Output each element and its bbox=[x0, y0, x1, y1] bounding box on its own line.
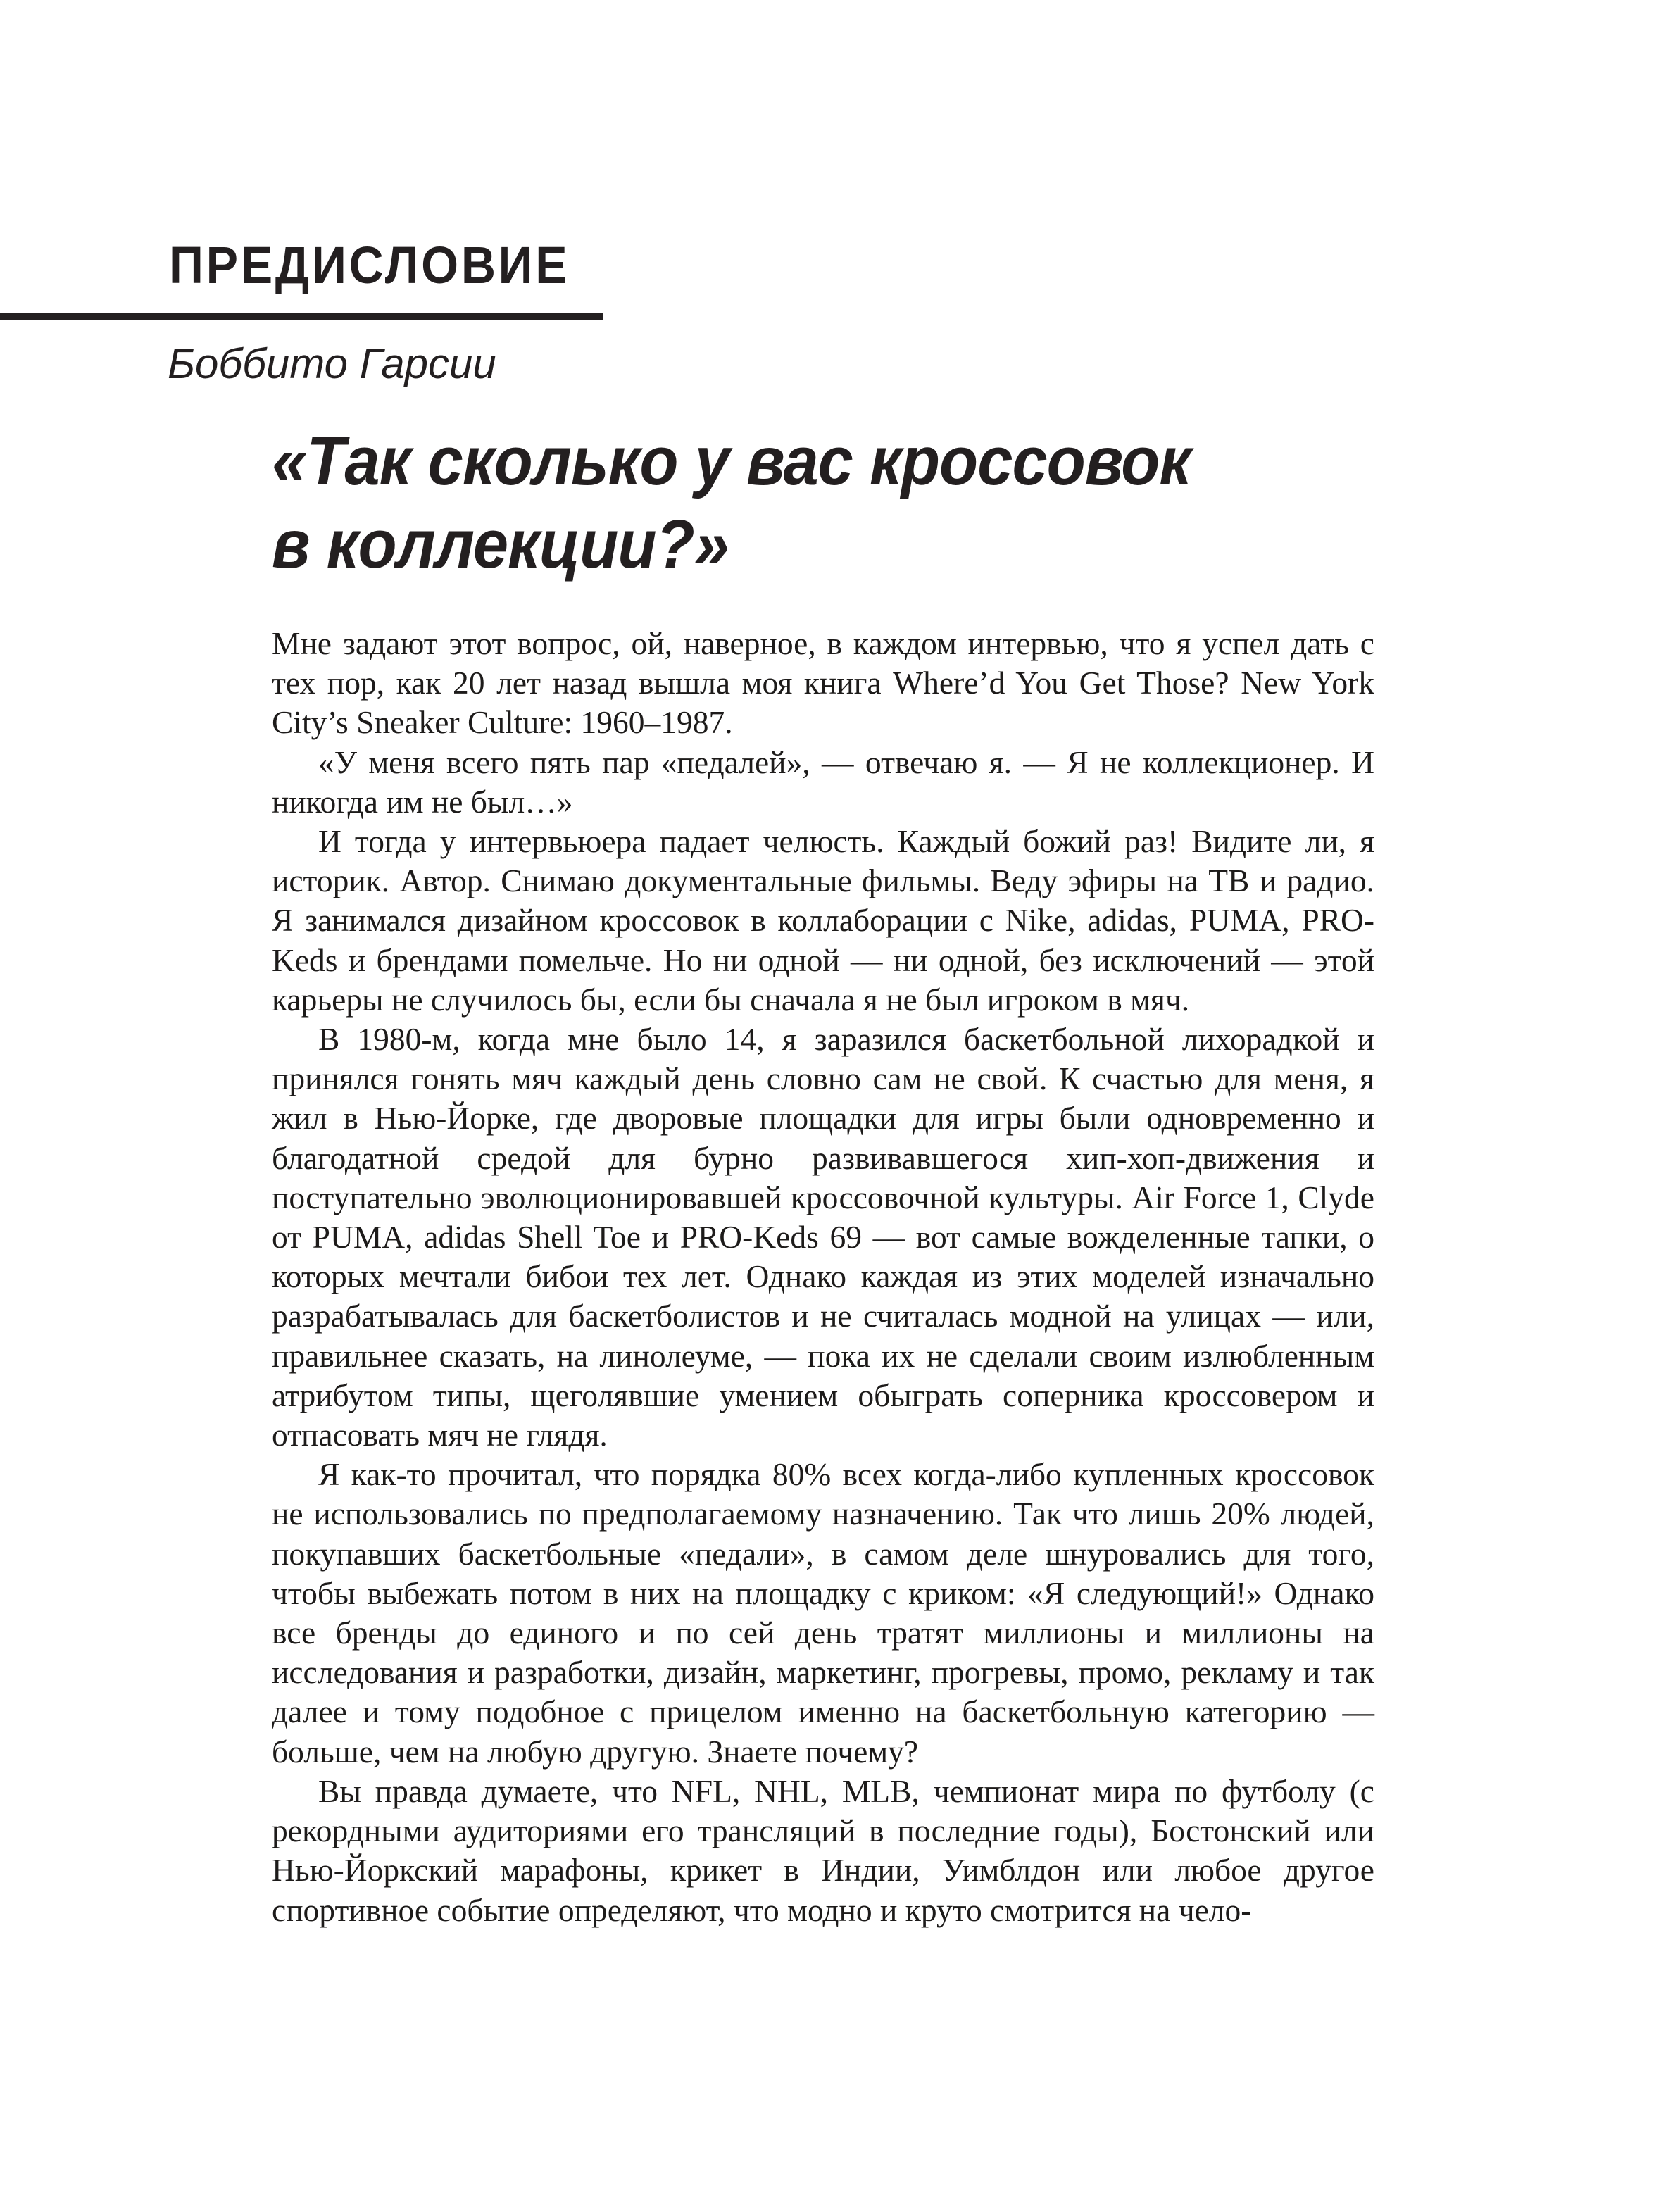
page-title-line-1: «Так сколько у вас кроссовок bbox=[272, 422, 1191, 499]
section-label: ПРЕДИСЛОВИЕ bbox=[169, 236, 570, 294]
page-title-line-2: в коллекции?» bbox=[272, 506, 729, 583]
body-paragraph: В 1980-м, когда мне было 14, я заразился баскетбольной лихорадкой и принялся гонять мяч каждый день словно сам не свой. К счастью для меня, я жил в Нью-Йорке, где дворовые площадки для игры были одновременно и благодатной средой для бурно развивавшегося хип-хоп-движения и поступательно эволюционировавшей кроссовочной культуры. Air Force 1, Clyde от PUMA, adidas Shell Toe и PRO-Keds 69 — вот самые вожделенные тапки, о которых мечтали бибои тех лет. Однако каждая из этих моделей изначально разрабатывалась для баскетболистов и не считалась модной на улицах — или, правильнее сказать, на линолеуме, — пока их не сделали своим излюбленным атрибутом типы, щеголявшие умением обыграть соперника кроссовером и отпасовать мяч не глядя. bbox=[272, 1021, 1374, 1453]
body-paragraph: Вы правда думаете, что NFL, NHL, MLB, чемпионат мира по футболу (с рекордными аудиториями его трансляций в последние годы), Бостонский или Нью-Йоркский марафоны, крикет в Индии, Уимблдон или любое другое спортивное событие определяют, что модно и круто смотрится на чело- bbox=[272, 1772, 1374, 1928]
body-paragraph: И тогда у интервьюера падает челюсть. Каждый божий раз! Видите ли, я историк. Автор. Снимаю документальные фильмы. Веду эфиры на ТВ и радио. Я занимался дизайном кроссовок в коллаборации с Nike, adidas, PUMA, PRO-Keds и брендами помельче. Но ни одной — ни одной, без исключений — этой карьеры не случилось бы, если бы сначала я не был игроком в мяч. bbox=[272, 823, 1374, 1018]
author-byline: Боббито Гарсии bbox=[168, 340, 496, 387]
body-paragraph: «У меня всего пять пар «педалей», — отвечаю я. — Я не коллекционер. И никогда им не был…» bbox=[272, 744, 1374, 820]
header-divider-rule bbox=[0, 313, 603, 320]
body-paragraph: Я как-то прочитал, что порядка 80% всех когда-либо купленных кроссовок не использовались по предполагаемому назначению. Так что лишь 20% людей, покупавших баскетбольные «педали», в самом деле шнуровались для того, чтобы выбежать потом в них на площадку с криком: «Я следующий!» Однако все бренды до единого и по сей день тратят миллионы и миллионы на исследования и разработки, дизайн, маркетинг, прогревы, промо, рекламу и так далее и тому подобное с прицелом именно на баскетбольную категорию — больше, чем на любую другую. Знаете почему? bbox=[272, 1456, 1374, 1770]
page-title bbox=[272, 420, 1306, 587]
body-paragraph: Мне задают этот вопрос, ой, наверное, в каждом интервью, что я успел дать с тех пор, как 20 лет назад вышла моя книга Where’d You Get Those? New York City’s Sneaker Culture: 1960–1987. bbox=[272, 625, 1374, 741]
body-text bbox=[272, 624, 1374, 1930]
